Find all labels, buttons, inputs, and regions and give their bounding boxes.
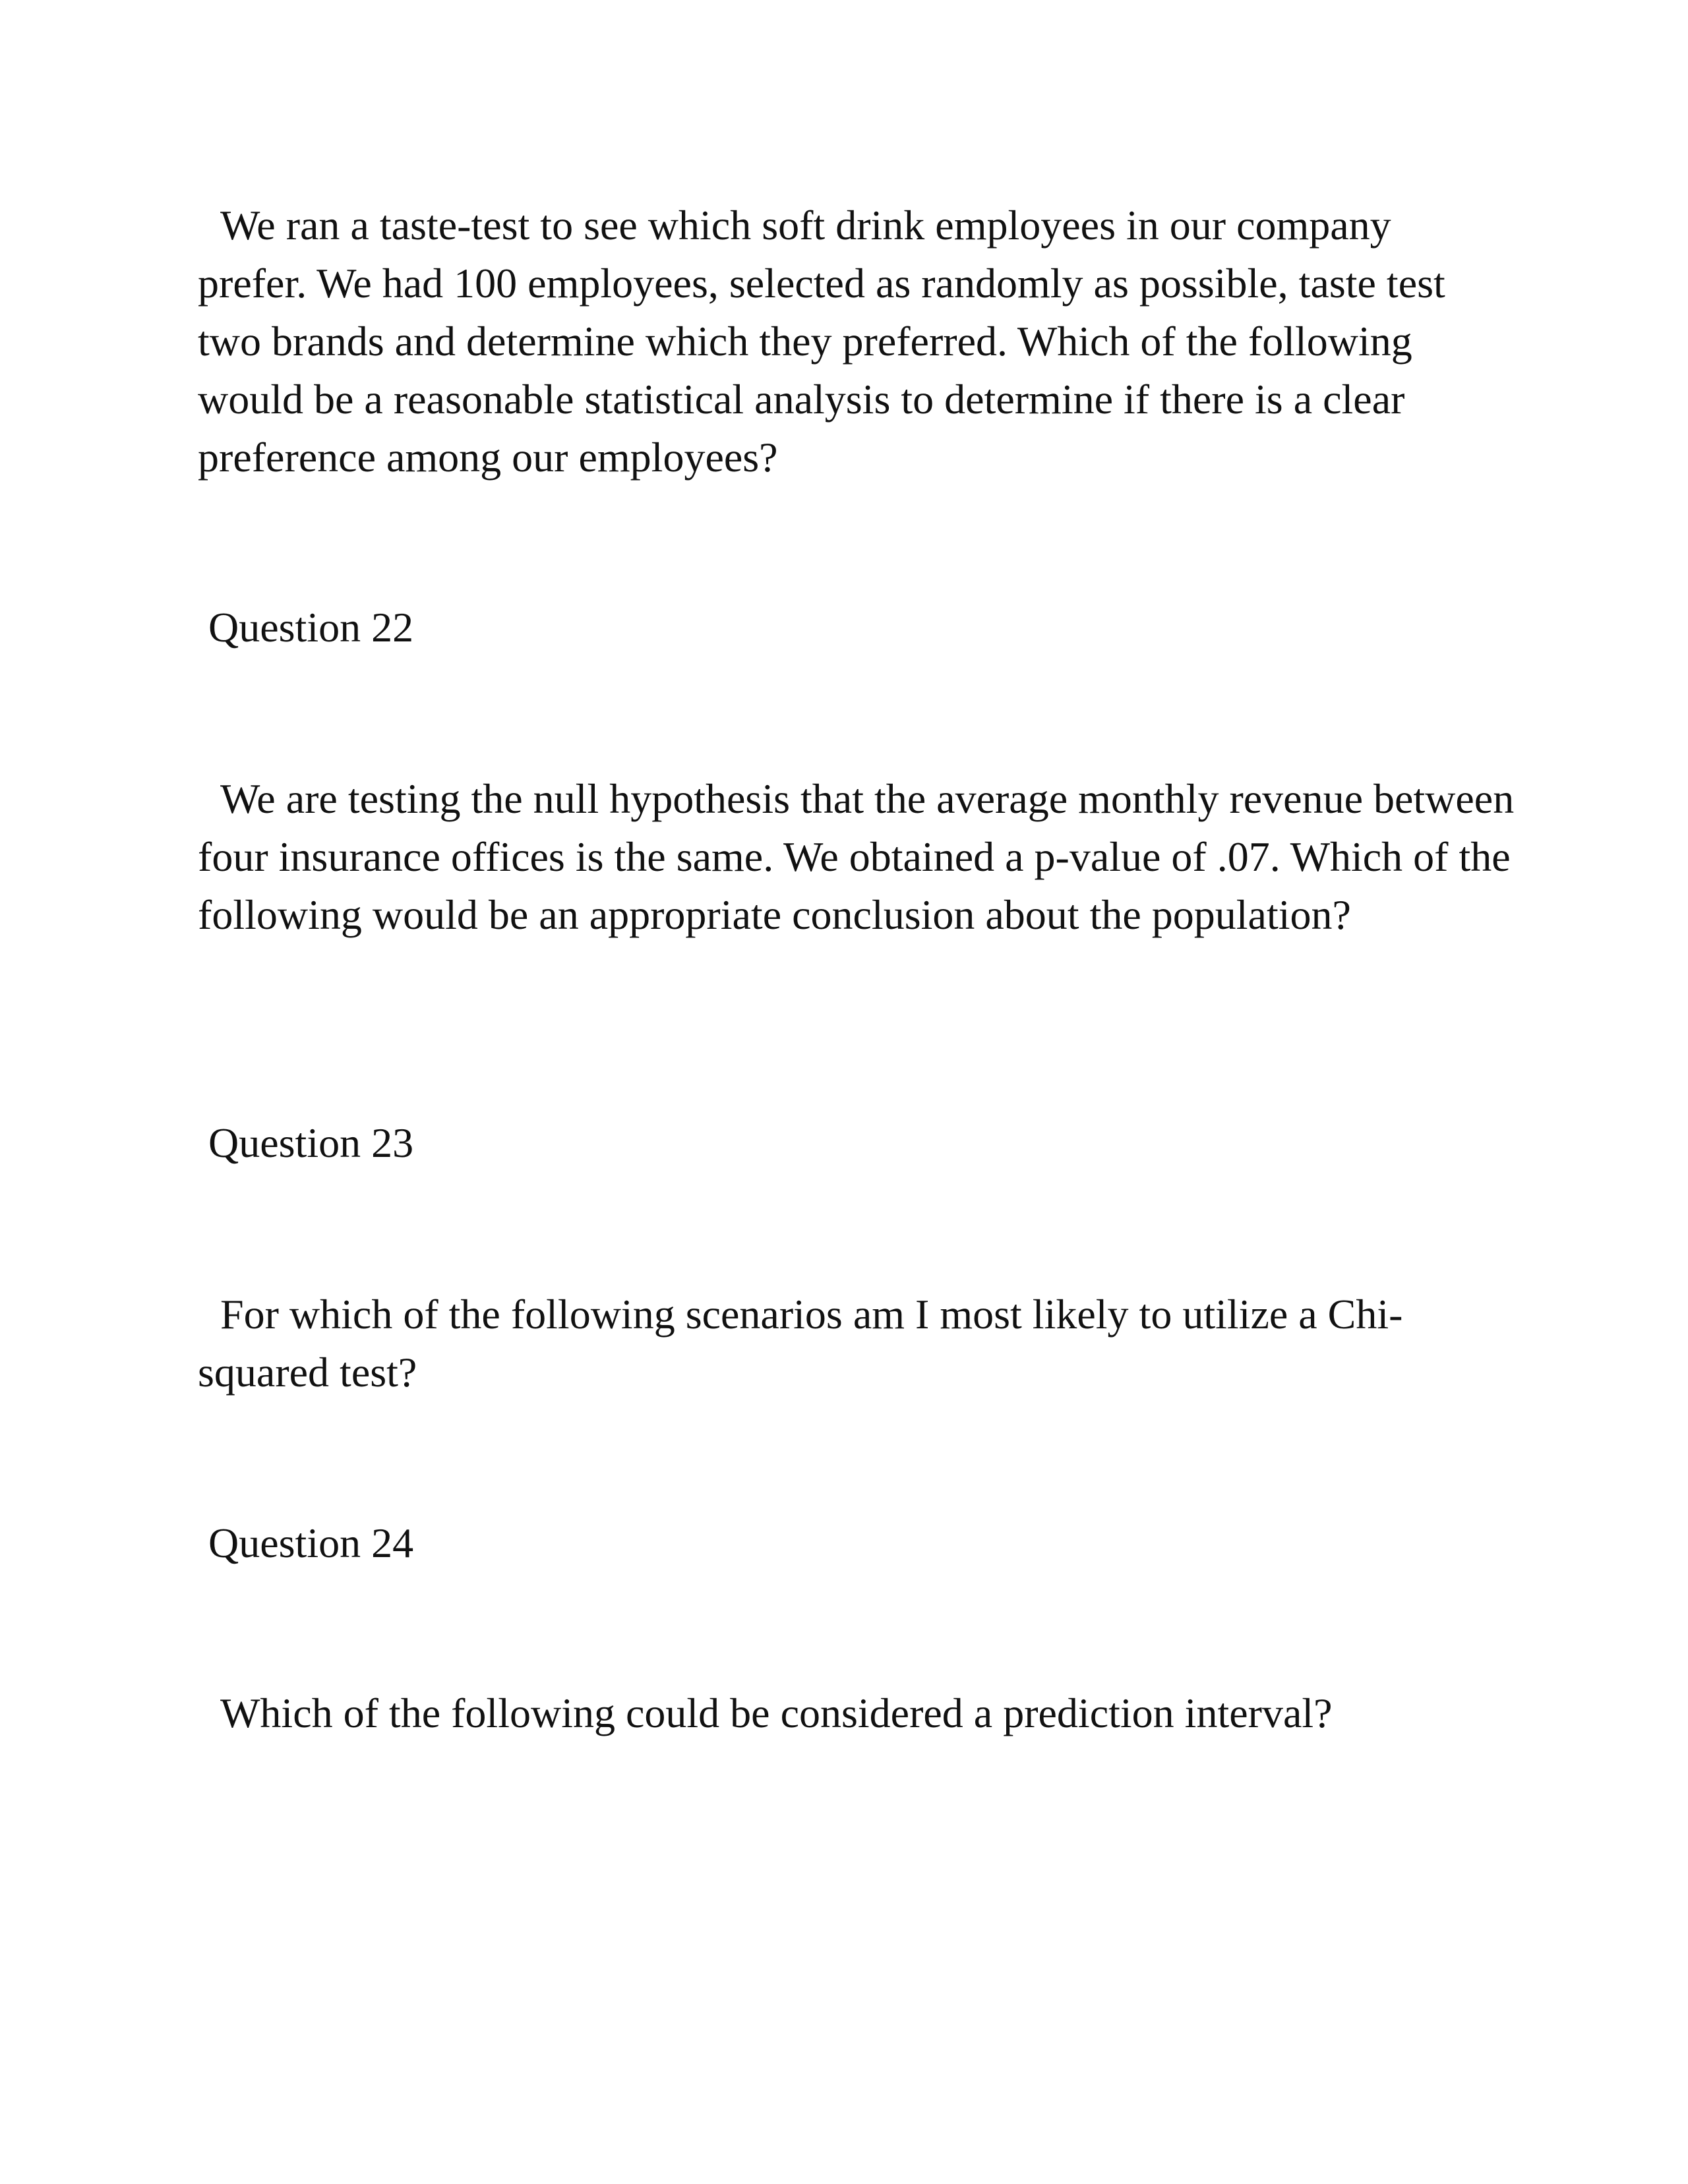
question-21-text: We ran a taste-test to see which soft drink employees in our company prefer. We had 100 employees, selected as randomly as possible, taste test two brands and determine which they preferred. Which of the following would be a reasonable statistical analysis to determine if there is a clear preference among our employees? bbox=[198, 202, 1445, 481]
question-24-text: Which of the following could be considered a prediction interval? bbox=[220, 1690, 1333, 1736]
question-22-text: We are testing the null hypothesis that the average monthly revenue between four insurance offices is the same. We obtained a p-value of .07. Which of the following would be an appropriate conclusion about the population? bbox=[198, 775, 1515, 938]
question-24-heading: Question 24 bbox=[208, 1520, 414, 1566]
question-23-heading: Question 23 bbox=[208, 1119, 414, 1166]
question-23-text: For which of the following scenarios am I most likely to utilize a Chi-squared test? bbox=[198, 1291, 1403, 1396]
question-22-heading: Question 22 bbox=[208, 604, 414, 651]
